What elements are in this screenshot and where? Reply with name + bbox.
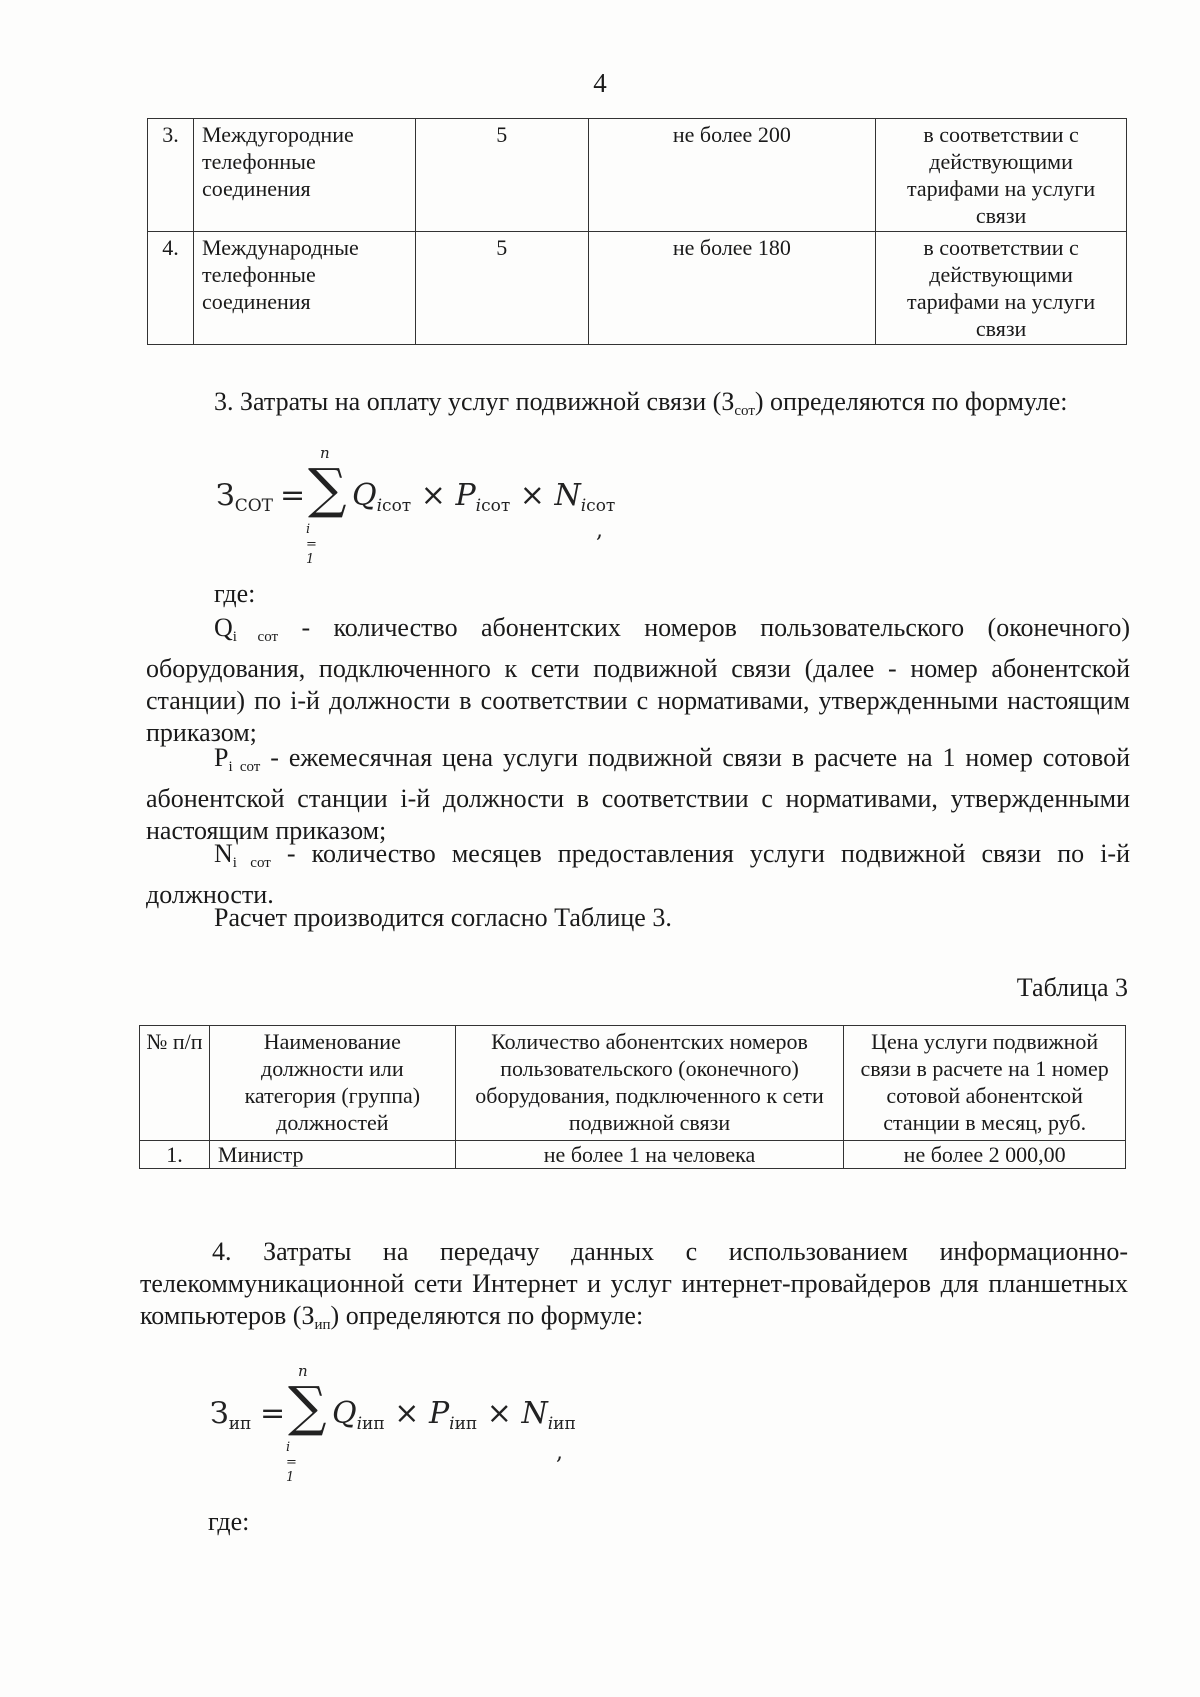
sum-lower-limit: i = 1 [306,522,317,567]
sum-upper-limit: n [298,1362,308,1380]
row-number: 4. [148,232,194,345]
tariff-table-continued [147,118,1127,345]
limit-cell: не более 200 [588,119,876,232]
section-4-intro: 4. Затраты на передачу данных с использованием информационно-телекоммуникационной сети Интернет и услуг интернет-провайдеров для планшетных компьютеров (Зип) определяются по формуле: [140,1237,1128,1333]
quantity-cell: не более 1 на человека [455,1141,844,1169]
mobile-norms-table [139,1025,1126,1169]
where-label: где: [214,579,256,608]
sum-lower-limit: i = 1 [286,1440,297,1485]
table-row [148,232,1127,345]
formula-comma: , [556,1440,563,1465]
sum-upper-limit: n [320,444,330,462]
header-position: Наименование должности или категория (группа) должностей [209,1026,455,1141]
formula-lhs: $З_{ип}$ [210,1396,252,1434]
definition-q: Qi сот - количество абонентских номеров пользовательского (оконечного) оборудования, подключенного к сети подвижной связи (далее - номер абонентской станции) по i-й должности в соответствии с нормативами, утвержденными настоящим приказом; [146,613,1130,747]
where-label: где: [208,1507,250,1536]
definition-n: Ni сот - количество месяцев предоставления услуги подвижной связи по i-й должности. [146,839,1131,909]
connection-type: Междугородние телефонные соединения [193,119,415,232]
table-row [140,1141,1126,1169]
table-header-row [140,1026,1126,1141]
sigma-icon: ∑ [288,1375,327,1438]
quantity-cell: 5 [415,232,588,345]
formula-lhs: $З_{СОТ}$ [216,478,273,516]
position-name: Министр [209,1141,455,1169]
formula-rhs: $Q_{iип} \times P_{iип} \times N_{iип}$ [332,1396,576,1434]
equals-sign: = [280,478,306,513]
page-number: 4 [593,68,607,98]
equals-sign: = [260,1396,286,1431]
formula-comma: , [596,518,603,543]
definition-p: Pi сот - ежемесячная цена услуги подвижной связи в расчете на 1 номер сотовой абонентской станции i-й должности в соответствии с нормативами, утвержденными настоящим приказом; [146,743,1130,845]
header-number: № п/п [140,1026,210,1141]
row-number: 1. [140,1141,210,1169]
price-cell: в соответствии с действующими тарифами на услуги связи [876,119,1127,232]
formula-rhs: $Q_{iсот} \times P_{iсот} \times N_{iсот}$ [352,478,616,516]
row-number: 3. [148,119,194,232]
header-price: Цена услуги подвижной связи в расчете на 1 номер сотовой абонентской станции в месяц, руб. [844,1026,1126,1141]
table-row [148,119,1127,232]
calculation-note: Расчет производится согласно Таблице 3. [214,903,672,932]
limit-cell: не более 180 [588,232,876,345]
price-cell: в соответствии с действующими тарифами на услуги связи [876,232,1127,345]
header-quantity: Количество абонентских номеров пользовательского (оконечного) оборудования, подключенного к сети подвижной связи [455,1026,844,1141]
price-cell: не более 2 000,00 [844,1141,1126,1169]
connection-type: Международные телефонные соединения [193,232,415,345]
sigma-icon: ∑ [308,457,347,520]
section-3-intro: 3. Затраты на оплату услуг подвижной связи (Зсот) определяются по формуле: [214,387,1068,419]
quantity-cell: 5 [415,119,588,232]
table-caption: Таблица 3 [1016,973,1128,1002]
